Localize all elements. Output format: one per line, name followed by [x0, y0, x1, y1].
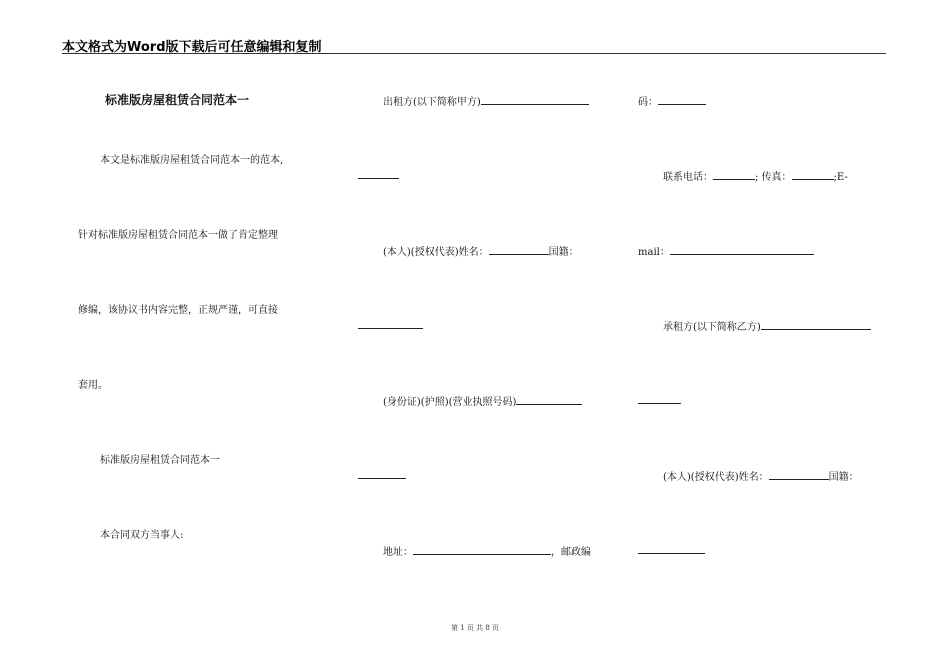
intro-line-3: 修编，该协议书内容完整，正规严谨，可直接 [78, 305, 278, 316]
lessor-contact-line [663, 168, 848, 185]
lessor-email-line [638, 243, 814, 260]
lessee-rep-line [663, 468, 859, 485]
lessor-address-label: 地址： [383, 547, 413, 558]
lessor-label: 出租方(以下简称甲方) [383, 97, 481, 108]
lessee-label: 承租方(以下简称乙方) [663, 322, 761, 333]
lessor-id-blank [516, 393, 582, 405]
intro-line-1: 本文是标准版房屋租赁合同范本一的范本, [100, 155, 284, 166]
lessor-postcode-label: ，邮政编 [551, 547, 591, 558]
lessor-rep-line [383, 243, 579, 260]
section-subtitle: 标准版房屋租赁合同范本一 [100, 455, 220, 466]
lessor-blank-continued [358, 178, 399, 179]
email-label-start: ;E- [833, 172, 848, 183]
lessor-id-label: (身份证)(护照)(营业执照号码) [383, 397, 517, 408]
document-title: 标准版房屋租赁合同范本一 [105, 93, 250, 107]
lessee-blank-continued [638, 403, 681, 404]
lessee-nationality-blank [638, 553, 705, 554]
lessor-postcode-line [638, 93, 706, 110]
lessee-rep-label: (本人)(授权代表)姓名： [663, 472, 769, 483]
phone-label: 联系电话： [663, 172, 713, 183]
lessor-id-blank-continued [358, 478, 406, 479]
fax-label: ; 传真： [755, 172, 792, 183]
lessee-rep-blank [769, 468, 829, 480]
postcode-blank [658, 93, 706, 105]
lessee-blank [761, 318, 871, 330]
lessor-id-line [383, 393, 582, 410]
parties-heading: 本合同双方当事人: [100, 530, 184, 541]
lessor-address-line [383, 543, 591, 560]
email-label-end: mail： [638, 247, 670, 258]
phone-blank [713, 168, 755, 180]
lessor-rep-blank [489, 243, 549, 255]
lessor-line [383, 93, 589, 110]
document-header [62, 35, 886, 54]
email-blank [670, 243, 814, 255]
intro-line-2: 针对标准版房屋租赁合同范本一做了肯定整理 [78, 230, 278, 241]
lessor-blank [481, 93, 589, 105]
page-number: 第 1 页 共 8 页 [450, 624, 500, 632]
fax-blank [792, 168, 834, 180]
postcode-label: 码： [638, 97, 658, 108]
lessee-line [663, 318, 871, 335]
lessor-nationality-blank [358, 328, 423, 329]
lessor-rep-label: (本人)(授权代表)姓名： [383, 247, 489, 258]
intro-line-4: 套用。 [78, 380, 108, 391]
lessor-nationality-label: 国籍： [548, 247, 579, 258]
lessee-nationality-label: 国籍： [828, 472, 859, 483]
lessor-address-blank [413, 543, 551, 555]
header-text: 本文格式为Word版下载后可任意编辑和复制 [62, 40, 322, 55]
